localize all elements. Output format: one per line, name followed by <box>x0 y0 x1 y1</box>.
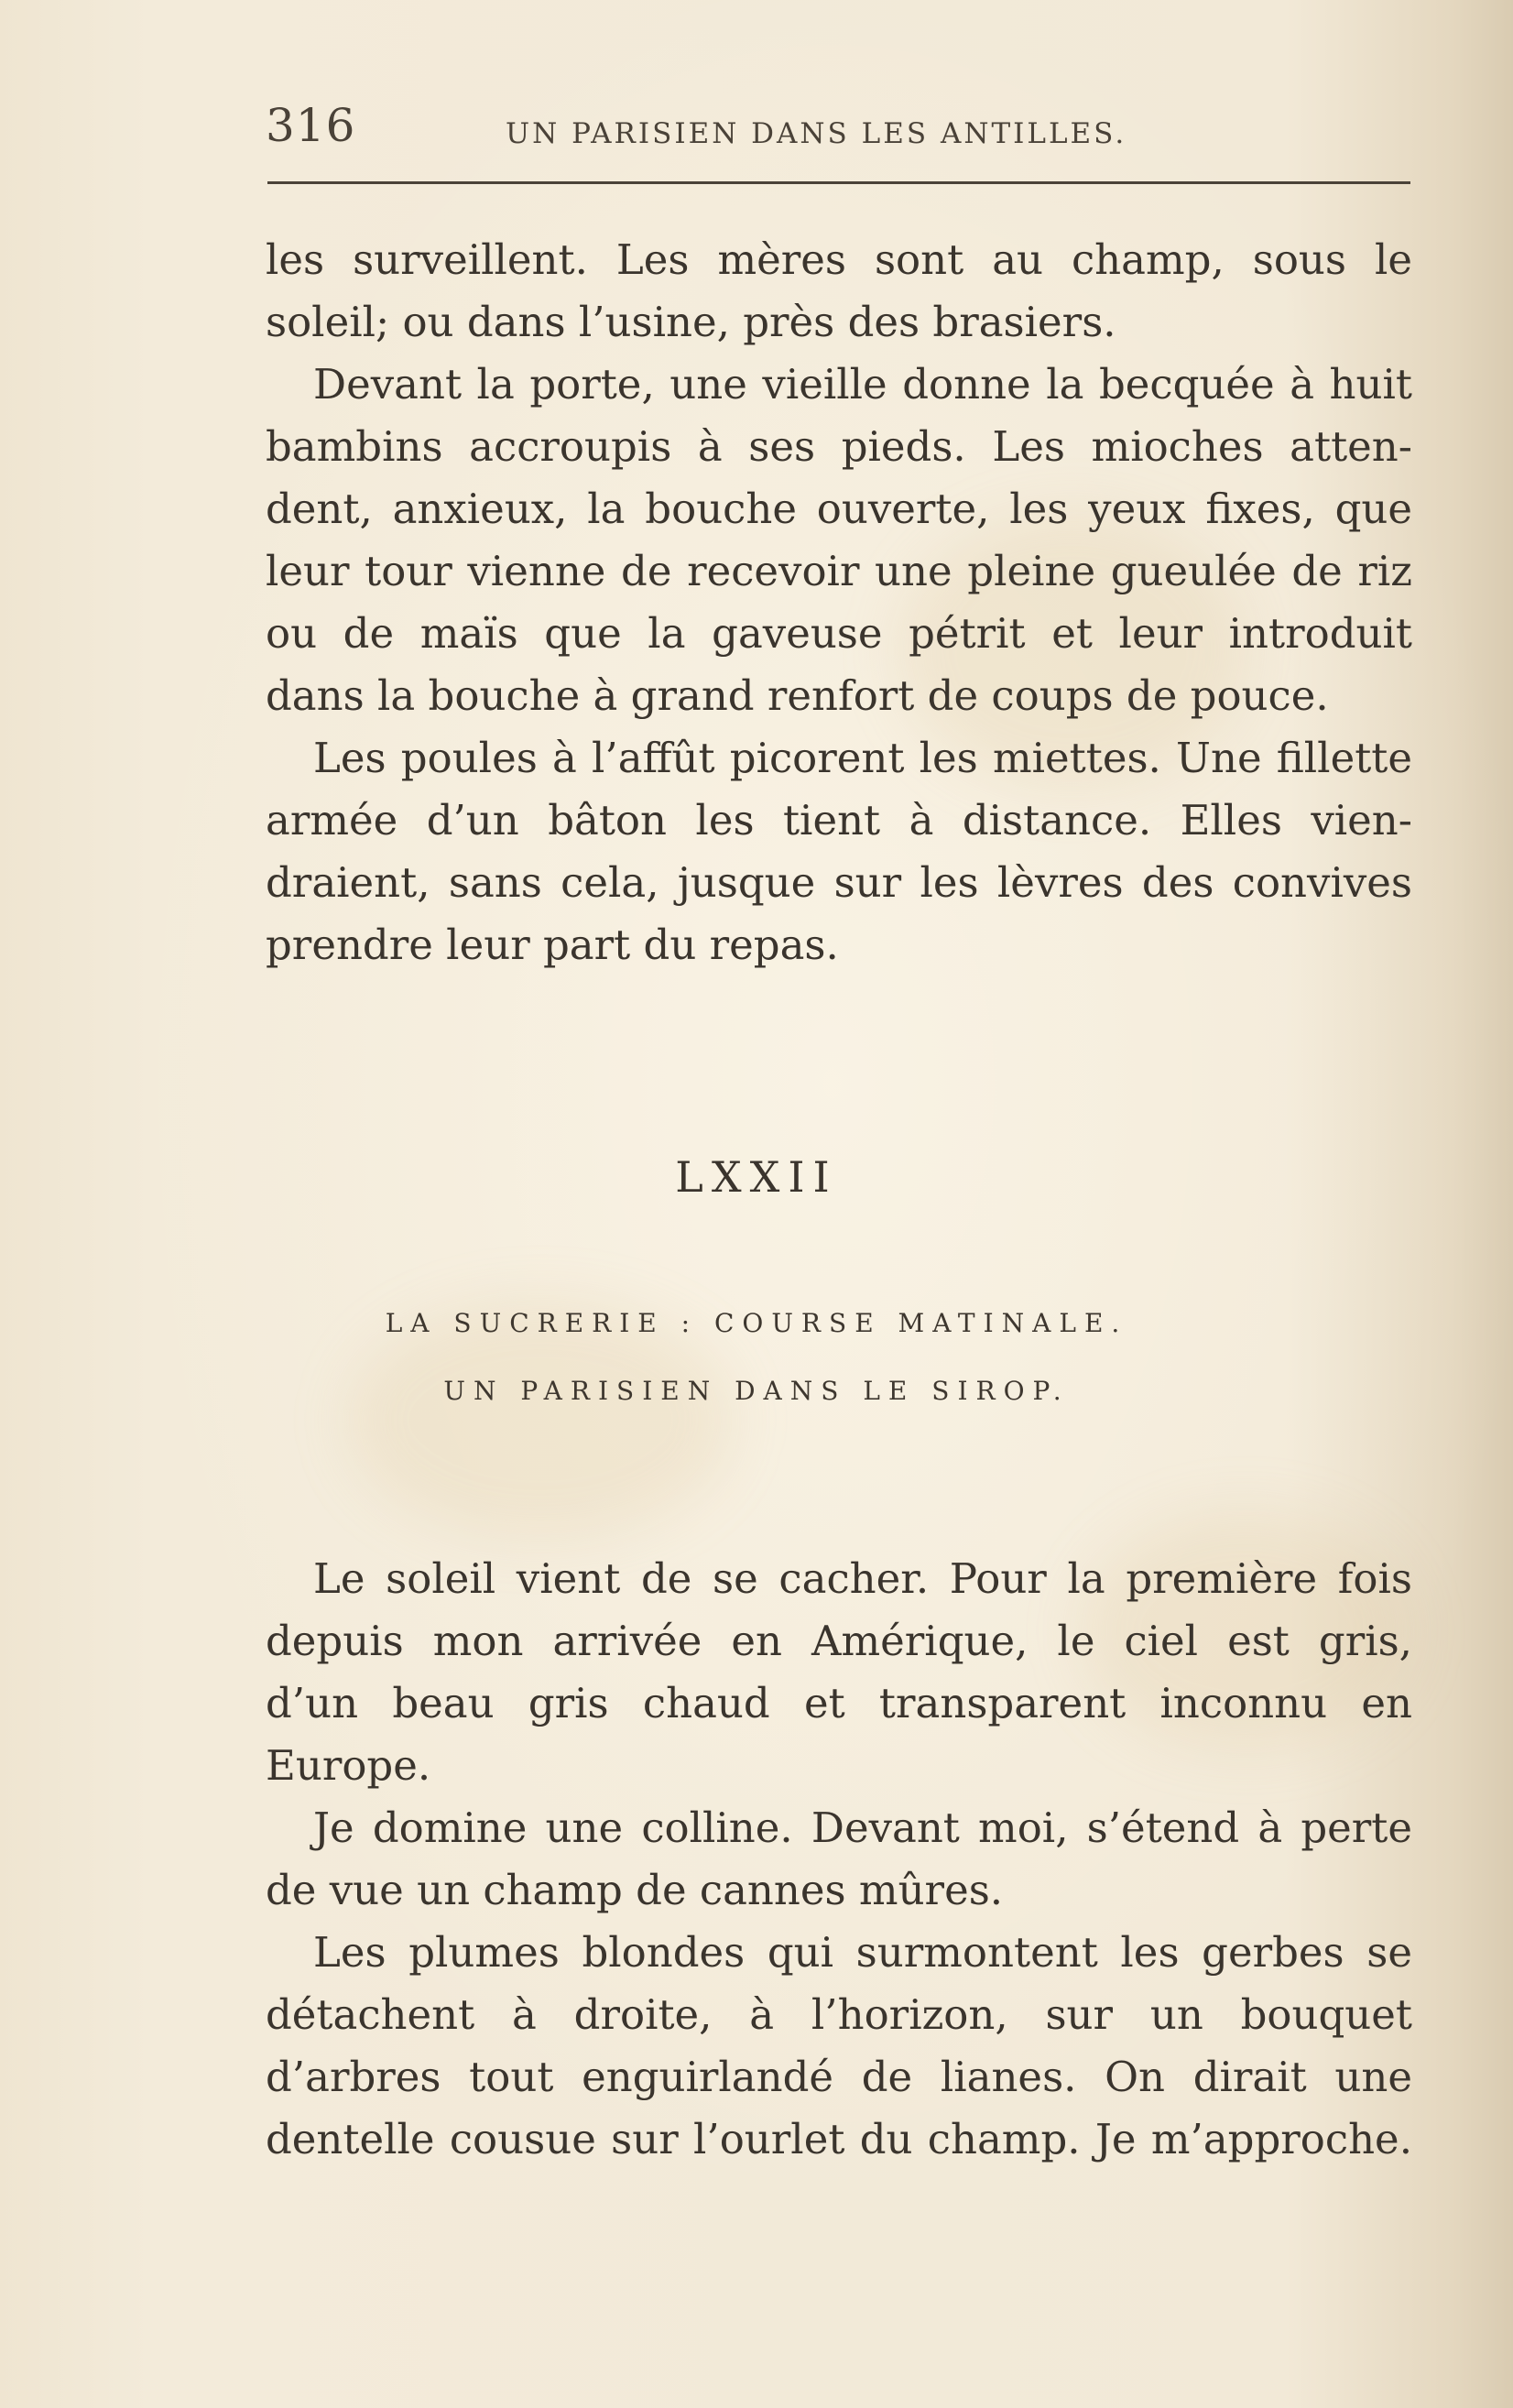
running-title: UN PARISIEN DANS LES ANTILLES. <box>506 117 1127 150</box>
text-line: Le soleil vient de se cacher. Pour la première fois <box>313 1554 1412 1603</box>
text-line: depuis mon arrivée en Amérique, le ciel est gris, <box>266 1617 1412 1665</box>
text-line: Devant la porte, une vieille donne la becquée à huit <box>313 360 1412 409</box>
paragraph <box>266 1797 1412 1922</box>
running-head <box>266 92 1410 156</box>
page-number: 316 <box>266 99 356 152</box>
paragraph <box>266 1922 1412 2171</box>
text-line: dentelle cousue sur l’ourlet du champ. Je m’approche. <box>266 2115 1412 2163</box>
text-line: d’un beau gris chaud et transparent inconnu en <box>266 1679 1412 1727</box>
text-line: dent, anxieux, la bouche ouverte, les yeux fixes, que <box>266 485 1412 533</box>
text-line: d’arbres tout enguirlandé de lianes. On dirait une <box>266 2053 1412 2101</box>
header-rule <box>267 181 1410 184</box>
paragraph <box>266 354 1412 727</box>
text-line: armée d’un bâton les tient à distance. Elles vien- <box>266 796 1412 844</box>
text-line: les surveillent. Les mères sont au champ, sous le <box>266 235 1412 284</box>
chapter-subtitle-line-2: UN PARISIEN DANS LE SIROP. <box>443 1376 1070 1406</box>
text-line: bambins accroupis à ses pieds. Les mioches atten- <box>266 422 1412 471</box>
text-line: draient, sans cela, jusque sur les lèvres des convives <box>266 858 1412 907</box>
text-line: Europe. <box>266 1741 431 1790</box>
chapter-number: LXXII <box>675 1152 838 1202</box>
bottom-text-block <box>266 1548 1412 2171</box>
chapter-subtitle-line-1: LA SUCRERIE : COURSE MATINALE. <box>385 1308 1128 1338</box>
paragraph <box>266 1548 1412 1797</box>
text-line: de vue un champ de cannes mûres. <box>266 1866 1004 1914</box>
top-text-block <box>266 229 1412 976</box>
text-line: détachent à droite, à l’horizon, sur un bouquet <box>266 1990 1412 2039</box>
text-line: Je domine une colline. Devant moi, s’étend à perte <box>313 1803 1412 1852</box>
text-line: dans la bouche à grand renfort de coups de pouce. <box>266 671 1329 720</box>
text-line: leur tour vienne de recevoir une pleine gueulée de riz <box>266 547 1412 595</box>
text-line: ou de maïs que la gaveuse pétrit et leur introduit <box>266 609 1412 658</box>
paragraph <box>266 727 1412 976</box>
text-line: Les poules à l’affût picorent les miettes. Une fillette <box>313 734 1412 782</box>
paragraph <box>266 229 1412 354</box>
text-line: prendre leur part du repas. <box>266 921 839 969</box>
text-line: soleil; ou dans l’usine, près des brasiers. <box>266 298 1116 346</box>
text-line: Les plumes blondes qui surmontent les gerbes se <box>313 1928 1412 1977</box>
